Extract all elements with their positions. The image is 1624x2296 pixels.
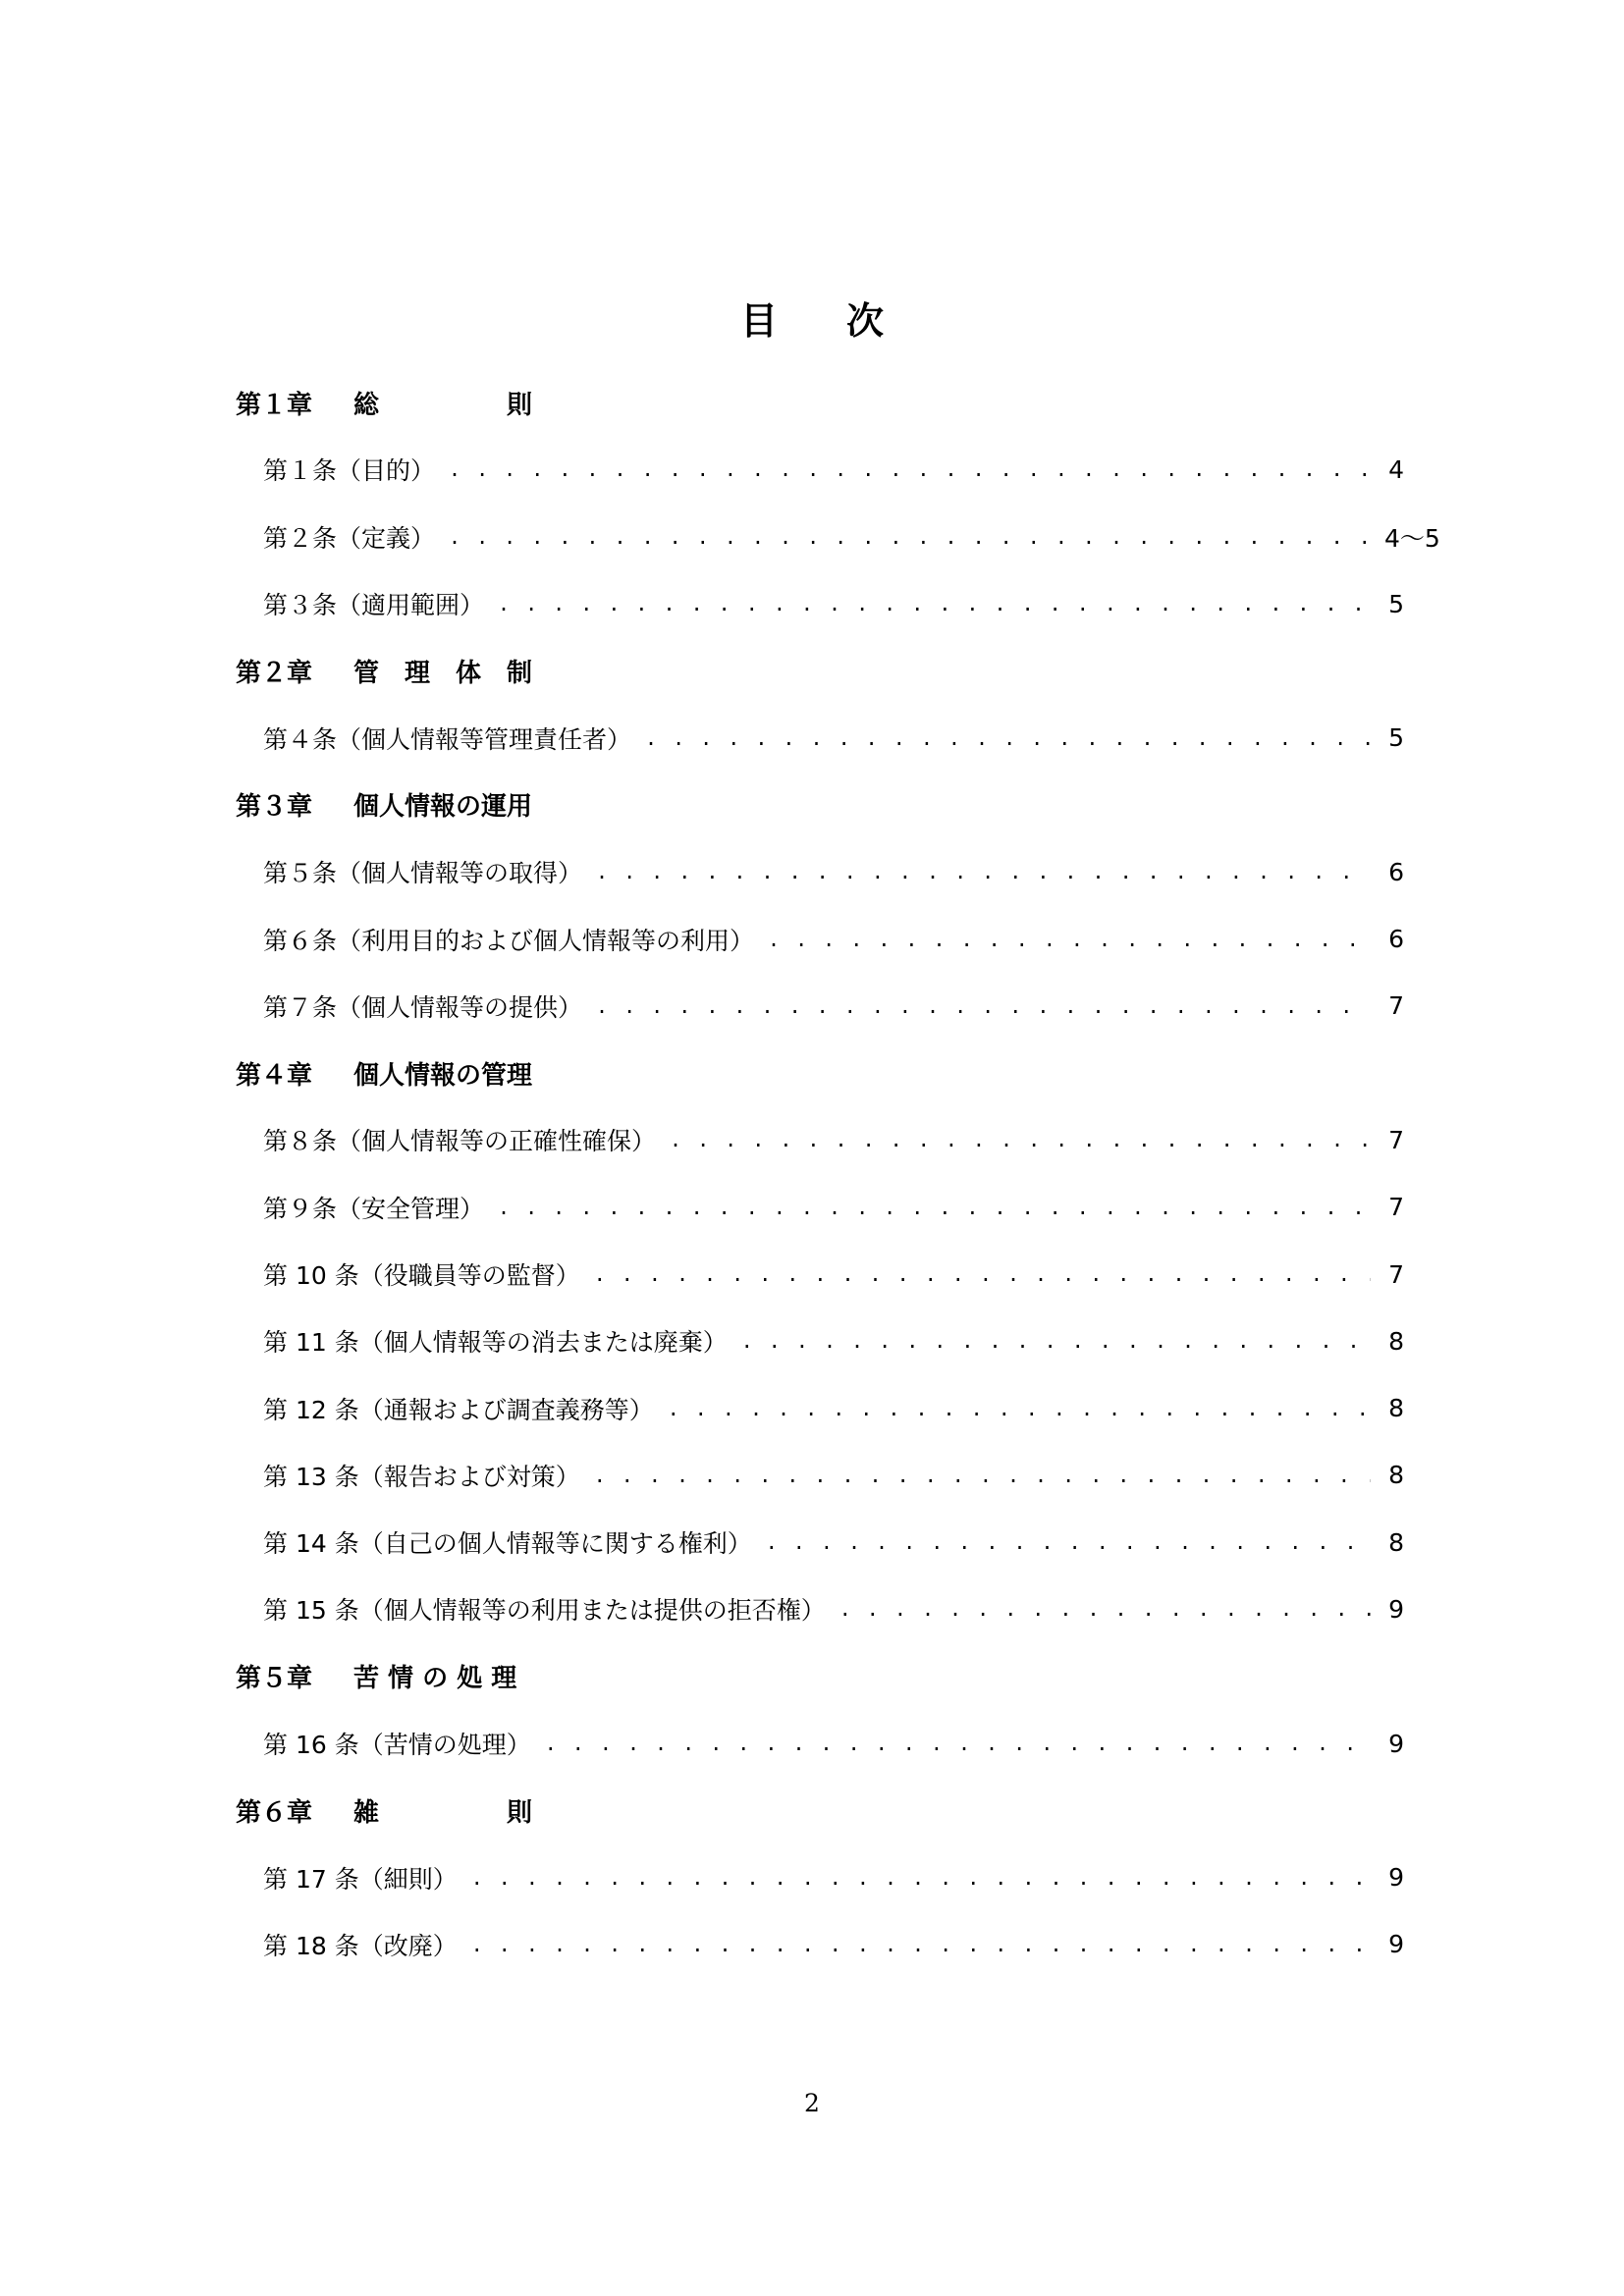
article-label[interactable]: 第８条（個人情報等の正確性確保） <box>263 1127 657 1156</box>
toc-chapter-heading <box>236 1040 1404 1106</box>
article-page-number[interactable]: 6 <box>1388 925 1404 954</box>
article-label[interactable]: 第９条（安全管理） <box>263 1194 485 1223</box>
article-page-number[interactable]: 9 <box>1388 1594 1404 1624</box>
article-label[interactable]: 第３条（適用範囲） <box>263 591 485 620</box>
toc-chapter-heading <box>236 1777 1404 1843</box>
toc-article-entry[interactable] <box>236 436 1404 503</box>
article-page-number[interactable]: 8 <box>1388 1527 1404 1557</box>
article-page-number[interactable]: 4～5 <box>1384 523 1440 553</box>
article-page-number[interactable]: 9 <box>1388 1863 1404 1893</box>
chapter-number: 第６章 <box>236 1797 313 1828</box>
toc-article-entry[interactable] <box>236 1442 1404 1509</box>
dot-leader <box>645 728 1371 748</box>
article-page-number[interactable]: 8 <box>1388 1394 1404 1423</box>
table-of-contents <box>236 369 1440 1978</box>
article-page-number[interactable]: 8 <box>1388 1461 1404 1490</box>
toc-chapter-heading <box>236 369 1404 436</box>
chapter-number: 第１章 <box>236 390 313 420</box>
dot-leader <box>741 1331 1371 1351</box>
toc-article-entry[interactable] <box>236 1710 1404 1777</box>
article-page-number[interactable]: 5 <box>1388 723 1404 753</box>
dot-leader <box>596 996 1371 1016</box>
article-label[interactable]: 第 17 条（細則） <box>263 1864 458 1894</box>
dot-leader <box>594 1264 1371 1284</box>
article-page-number[interactable]: 8 <box>1388 1326 1404 1356</box>
toc-chapter-heading <box>236 772 1404 838</box>
page-title <box>0 291 1624 345</box>
chapter-title: 管 理 体 制 <box>353 658 533 688</box>
dot-leader <box>766 1532 1371 1552</box>
toc-article-entry[interactable] <box>236 838 1404 905</box>
page-title-right: 次 <box>846 299 885 343</box>
toc-article-entry[interactable] <box>236 1575 1404 1642</box>
page-number: 2 <box>804 2089 820 2117</box>
article-label[interactable]: 第７条（個人情報等の提供） <box>263 992 583 1022</box>
toc-article-entry[interactable] <box>236 1174 1404 1241</box>
dot-leader <box>670 1130 1371 1149</box>
toc-article-entry[interactable] <box>236 1106 1404 1173</box>
article-page-number[interactable]: 7 <box>1388 991 1404 1021</box>
article-label[interactable]: 第１条（目的） <box>263 456 436 486</box>
toc-article-entry[interactable] <box>236 1374 1404 1441</box>
chapter-number: 第５章 <box>236 1664 313 1694</box>
toc-article-entry[interactable] <box>236 504 1440 570</box>
dot-leader <box>449 459 1371 479</box>
toc-chapter-heading <box>236 1643 1404 1710</box>
chapter-number: 第３章 <box>236 792 313 823</box>
toc-article-entry[interactable] <box>236 1911 1404 1978</box>
chapter-title: 苦 情 の 処 理 <box>353 1664 517 1694</box>
article-page-number[interactable]: 5 <box>1388 589 1404 618</box>
article-label[interactable]: 第５条（個人情報等の取得） <box>263 859 583 888</box>
article-page-number[interactable]: 9 <box>1388 1729 1404 1758</box>
article-page-number[interactable]: 4 <box>1388 454 1404 484</box>
dot-leader <box>471 1868 1371 1888</box>
article-page-number[interactable]: 7 <box>1388 1259 1404 1289</box>
dot-leader <box>594 1466 1371 1485</box>
article-label[interactable]: 第２条（定義） <box>263 523 436 553</box>
chapter-number: 第２章 <box>236 658 313 688</box>
toc-article-entry[interactable] <box>236 704 1404 771</box>
article-label[interactable]: 第 14 条（自己の個人情報等に関する権利） <box>263 1529 752 1559</box>
toc-article-entry[interactable] <box>236 905 1404 972</box>
toc-article-entry[interactable] <box>236 1509 1404 1575</box>
toc-article-entry[interactable] <box>236 570 1404 637</box>
toc-article-entry[interactable] <box>236 973 1404 1040</box>
page-title-left: 目 <box>739 299 778 343</box>
article-label[interactable]: 第 16 条（苦情の処理） <box>263 1731 531 1760</box>
toc-article-entry[interactable] <box>236 1308 1404 1374</box>
chapter-title: 個人情報の管理 <box>353 1060 533 1091</box>
article-label[interactable]: 第 12 条（通報および調査義務等） <box>263 1395 654 1424</box>
dot-leader <box>498 594 1371 614</box>
article-label[interactable]: 第 10 条（役職員等の監督） <box>263 1261 580 1290</box>
dot-leader <box>839 1599 1371 1619</box>
article-label[interactable]: 第４条（個人情報等管理責任者） <box>263 724 632 754</box>
dot-leader <box>768 930 1371 949</box>
article-label[interactable]: 第 15 条（個人情報等の利用または提供の拒否権） <box>263 1596 826 1626</box>
dot-leader <box>596 862 1371 881</box>
article-label[interactable]: 第６条（利用目的および個人情報等の利用） <box>263 926 755 955</box>
toc-article-entry[interactable] <box>236 1241 1404 1308</box>
chapter-number: 第４章 <box>236 1060 313 1091</box>
dot-leader <box>498 1198 1371 1217</box>
dot-leader <box>545 1734 1371 1753</box>
article-page-number[interactable]: 6 <box>1388 857 1404 886</box>
article-page-number[interactable]: 7 <box>1388 1193 1404 1222</box>
toc-chapter-heading <box>236 637 1404 704</box>
article-label[interactable]: 第 18 条（改廃） <box>263 1931 458 1960</box>
article-label[interactable]: 第 13 条（報告および対策） <box>263 1462 580 1491</box>
chapter-title: 個人情報の運用 <box>353 792 533 823</box>
chapter-title: 総 則 <box>353 390 533 420</box>
article-label[interactable]: 第 11 条（個人情報等の消去または廃棄） <box>263 1328 728 1358</box>
toc-article-entry[interactable] <box>236 1844 1404 1911</box>
dot-leader <box>668 1399 1371 1418</box>
article-page-number[interactable]: 9 <box>1388 1930 1404 1959</box>
article-page-number[interactable]: 7 <box>1388 1125 1404 1154</box>
dot-leader <box>449 527 1371 547</box>
chapter-title: 雑 則 <box>353 1797 533 1828</box>
dot-leader <box>471 1935 1371 1954</box>
